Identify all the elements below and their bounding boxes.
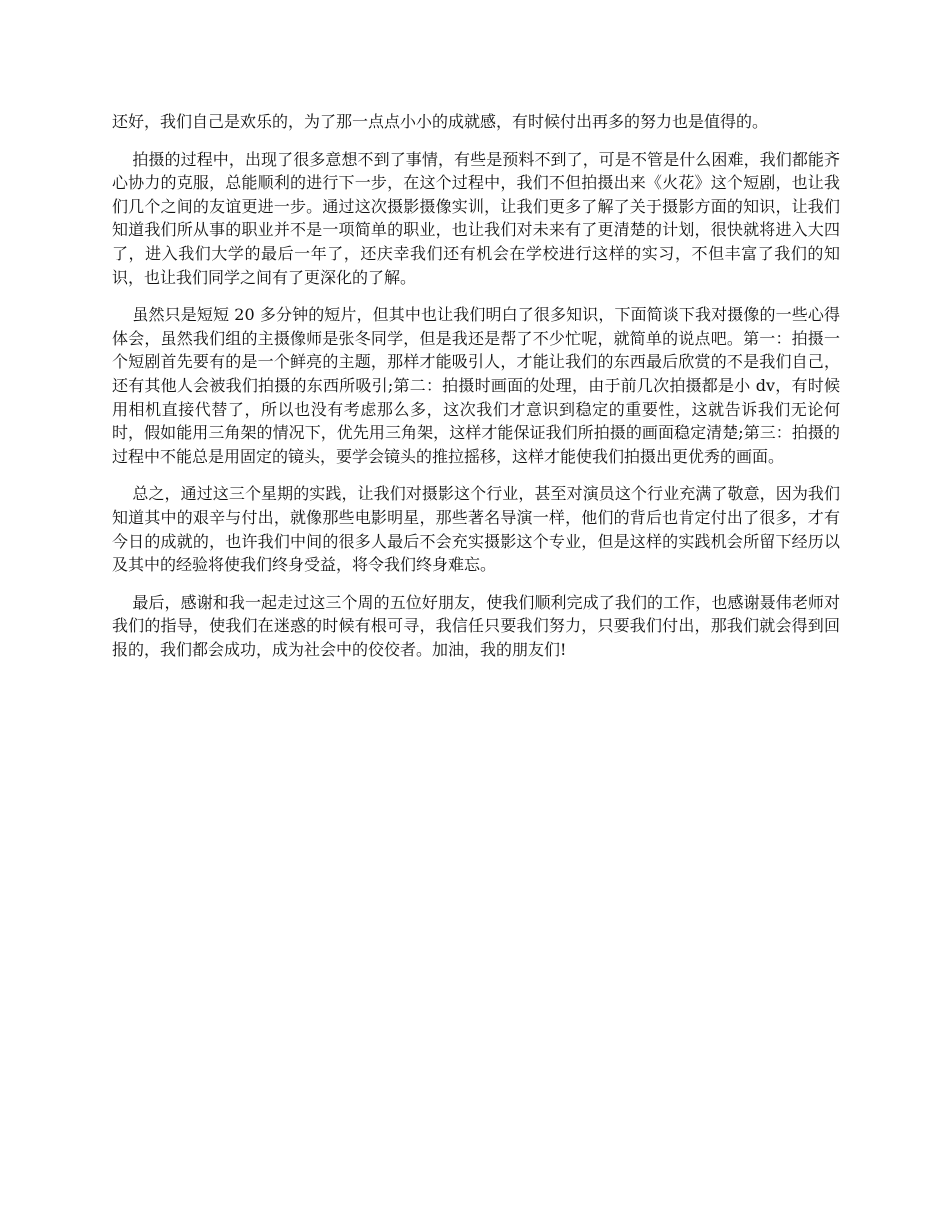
paragraph-thanks: 最后，感谢和我一起走过这三个周的五位好朋友，使我们顺利完成了我们的工作，也感谢聂伟老师对我们的指导，使我们在迷惑的时候有根可寻，我信任只要我们努力，只要我们付出，那我们就会得到回报的，我们都会成功，成为社会中的佼佼者。加油，我的朋友们!: [112, 592, 840, 659]
document-body: [112, 110, 840, 675]
paragraph-camera-insights: 虽然只是短短 20 多分钟的短片，但其中也让我们明白了很多知识，下面简谈下我对摄像的一些心得体会，虽然我们组的主摄像师是张冬同学，但是我还是帮了不少忙呢，就简单的说点吧。第一：拍摄一个短剧首先要有的是一个鲜亮的主题，那样才能吸引人，才能让我们的东西最后欣赏的不是我们自己，还有其他人会被我们拍摄的东西所吸引;第二：拍摄时画面的处理，由于前几次拍摄都是小 dv，有时候用相机直接代替了，所以也没有考虑那么多，这次我们才意识到稳定的重要性，这就告诉我们无论何时，假如能用三角架的情况下，优先用三角架，这样才能保证我们所拍摄的画面稳定清楚;第三：拍摄的过程中不能总是用固定的镜头，要学会镜头的推拉摇移，这样才能使我们拍摄出更优秀的画面。: [112, 305, 840, 466]
paragraph-filming-process: 拍摄的过程中，出现了很多意想不到了事情，有些是预料不到了，可是不管是什么困难，我们都能齐心协力的克服，总能顺利的进行下一步，在这个过程中，我们不但拍摄出来《火花》这个短剧，也让我们几个之间的友谊更进一步。通过这次摄影摄像实训，让我们更多了解了关于摄影方面的知识，让我们知道我们所从事的职业并不是一项简单的职业，也让我们对未来有了更清楚的计划，很快就将进入大四了，进入我们大学的最后一年了，还庆幸我们还有机会在学校进行这样的实习，不但丰富了我们的知识，也让我们同学之间有了更深化的了解。: [112, 149, 840, 287]
paragraph-summary: 总之，通过这三个星期的实践，让我们对摄影这个行业，甚至对演员这个行业充满了敬意，因为我们知道其中的艰辛与付出，就像那些电影明星，那些著名导演一样，他们的背后也肯定付出了很多，才有今日的成就的，也许我们中间的很多人最后不会充实摄影这个专业，但是这样的实践机会所留下经历以及其中的经验将使我们终身受益，将令我们终身难忘。: [112, 484, 840, 575]
paragraph-intro: 还好，我们自己是欢乐的，为了那一点点小小的成就感，有时候付出再多的努力也是值得的。: [112, 112, 769, 131]
